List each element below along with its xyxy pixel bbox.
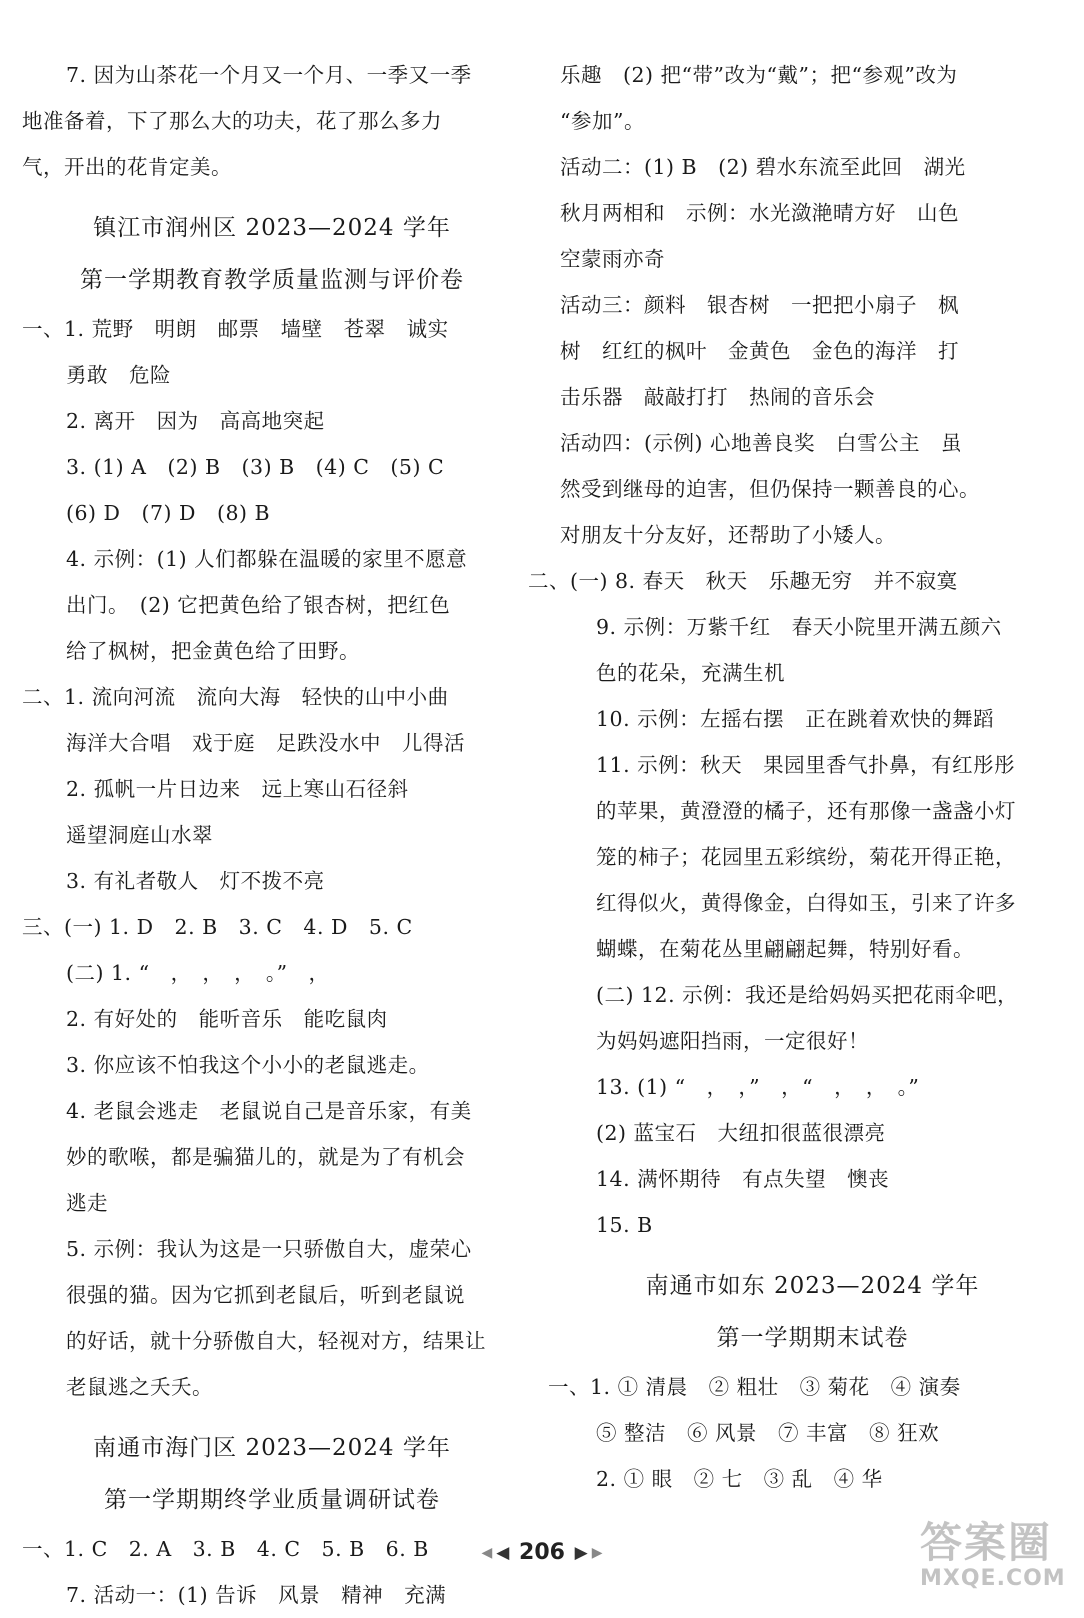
answer-line: 的好话，就十分骄傲自大，轻视对方，结果让 <box>66 1329 486 1353</box>
answer-line: 7. 活动一：(1) 告诉 风景 精神 充满 <box>66 1583 447 1607</box>
answer-line: 2. 离开 因为 高高地突起 <box>66 409 325 433</box>
arrow-right-icon: ▶ <box>574 1543 588 1563</box>
answer-line: 树 红红的枫叶 金黄色 金色的海洋 打 <box>560 339 959 363</box>
answer-line: (2) 蓝宝石 大纽扣很蓝很漂亮 <box>596 1121 886 1145</box>
answer-line: 5. 示例：我认为这是一只骄傲自大，虚荣心 <box>66 1237 472 1261</box>
section-title: 南通市海门区 2023—2024 学年 <box>93 1435 451 1461</box>
answer-line: 的苹果，黄澄澄的橘子，还有那像一盏盏小灯 <box>596 799 1016 823</box>
answer-line: 红得似火，黄得像金，白得如玉，引来了许多 <box>596 891 1016 915</box>
answer-line: (二) 1. “ ， ， ， 。” ， <box>66 961 330 985</box>
section-subtitle: 第一学期教育教学质量监测与评价卷 <box>80 267 464 293</box>
arrow-right-small-icon: ▶ <box>591 1545 603 1561</box>
answer-line: 海洋大合唱 戏于庭 足跌没水中 儿得活 <box>66 731 465 755</box>
arrow-left-icon: ◀ <box>496 1543 510 1563</box>
answer-line: “参加”。 <box>560 109 645 133</box>
answer-line: 活动四：(示例) 心地善良奖 白雪公主 虽 <box>560 431 963 455</box>
answer-line: (二) 12. 示例：我还是给妈妈买把花雨伞吧， <box>596 983 1019 1007</box>
answer-line: 3. 有礼者敬人 灯不拨不亮 <box>66 869 325 893</box>
answer-line: 2. ① 眼 ② 七 ③ 乱 ④ 华 <box>596 1467 883 1491</box>
answer-line: 10. 示例：左摇右摆 正在跳着欢快的舞蹈 <box>596 707 995 731</box>
answer-line: 然受到继母的迫害，但仍保持一颗善良的心。 <box>560 477 980 501</box>
answer-line: 3. (1) A (2) B (3) B (4) C (5) C <box>66 455 445 479</box>
right-column <box>528 52 1065 1502</box>
answer-line: 气，开出的花肯定美。 <box>22 155 232 179</box>
answer-line: ⑤ 整洁 ⑥ 风景 ⑦ 丰富 ⑧ 狂欢 <box>596 1421 940 1445</box>
answer-line: 很强的猫。因为它抓到老鼠后，听到老鼠说 <box>66 1283 465 1307</box>
answer-line: 击乐器 敲敲打打 热闹的音乐会 <box>560 385 875 409</box>
answer-line: 4. 示例：(1) 人们都躲在温暖的家里不愿意 <box>66 547 468 571</box>
answer-line: 老鼠逃之夭夭。 <box>66 1375 213 1399</box>
answer-line: 对朋友十分友好，还帮助了小矮人。 <box>560 523 896 547</box>
answer-line: 色的花朵，充满生机 <box>596 661 785 685</box>
answer-line: 11. 示例：秋天 果园里香气扑鼻，有红彤彤 <box>596 753 1016 777</box>
answer-line: 2. 有好处的 能听音乐 能吃鼠肉 <box>66 1007 388 1031</box>
watermark-url: MXQE.COM <box>920 1566 1066 1591</box>
watermark-logo: 答案圈 <box>920 1518 1053 1567</box>
answer-line: 13. (1) “ ， ，” ，“ ， ， 。” <box>596 1075 920 1099</box>
answer-line: 逃走 <box>66 1191 108 1215</box>
answer-line: 遥望洞庭山水翠 <box>66 823 213 847</box>
answer-line: 7. 因为山茶花一个月又一个月、一季又一季 <box>66 63 472 87</box>
answer-line: 2. 孤帆一片日边来 远上寒山石径斜 <box>66 777 409 801</box>
answer-line: 乐趣 (2) 把“带”改为“戴”；把“参观”改为 <box>560 63 958 87</box>
answer-line: 15. B <box>596 1213 653 1237</box>
answer-line: 三、(一) 1. D 2. B 3. C 4. D 5. C <box>22 915 413 939</box>
section-title: 南通市如东 2023—2024 学年 <box>645 1273 980 1299</box>
answer-line: 为妈妈遮阳挡雨，一定很好！ <box>596 1029 869 1053</box>
answer-line: 二、1. 流向河流 流向大海 轻快的山中小曲 <box>22 685 449 709</box>
answer-line: 4. 老鼠会逃走 老鼠说自己是音乐家，有美 <box>66 1099 472 1123</box>
answer-line: 秋月两相和 示例：水光潋滟晴方好 山色 <box>560 201 959 225</box>
answer-line: 蝴蝶，在菊花丛里翩翩起舞，特别好看。 <box>596 937 974 961</box>
answer-line: 9. 示例：万紫千红 春天小院里开满五颜六 <box>596 615 1002 639</box>
answer-line: 14. 满怀期待 有点失望 懊丧 <box>596 1167 890 1191</box>
answer-line: 一、1. 荒野 明朗 邮票 墙壁 苍翠 诚实 <box>22 317 449 341</box>
answer-line: 妙的歌喉，都是骗猫儿的，就是为了有机会 <box>66 1145 465 1169</box>
answer-line: (6) D (7) D (8) B <box>66 501 271 525</box>
answer-line: 空蒙雨亦奇 <box>560 247 665 271</box>
section-subtitle: 第一学期期末试卷 <box>716 1325 909 1351</box>
section-title: 镇江市润州区 2023—2024 学年 <box>93 215 451 241</box>
answer-line: 地准备着，下了那么大的功夫，花了那么多力 <box>22 109 442 133</box>
arrow-left-small-icon: ◀ <box>481 1545 493 1561</box>
answer-line: 二、(一) 8. 春天 秋天 乐趣无穷 并不寂寞 <box>528 569 958 593</box>
page-number: 206 <box>519 1540 565 1565</box>
answer-line: 出门。 (2) 它把黄色给了银杏树，把红色 <box>66 593 451 617</box>
left-column <box>22 52 522 1618</box>
answer-line: 活动三：颜料 银杏树 一把把小扇子 枫 <box>560 293 959 317</box>
answer-line: 一、1. ① 清晨 ② 粗壮 ③ 菊花 ④ 演奏 <box>548 1375 961 1399</box>
answer-line: 给了枫树，把金黄色给了田野。 <box>66 639 360 663</box>
watermark <box>920 1520 1070 1596</box>
answer-line: 3. 你应该不怕我这个小小的老鼠逃走。 <box>66 1053 430 1077</box>
answer-line: 笼的柿子；花园里五彩缤纷，菊花开得正艳， <box>596 845 1016 869</box>
answer-line: 勇敢 危险 <box>66 363 171 387</box>
answer-line: 活动二：(1) B (2) 碧水东流至此回 湖光 <box>560 155 966 179</box>
answer-line: 一、1. C 2. A 3. B 4. C 5. B 6. B <box>22 1537 429 1561</box>
section-subtitle: 第一学期期终学业质量调研试卷 <box>104 1487 440 1513</box>
